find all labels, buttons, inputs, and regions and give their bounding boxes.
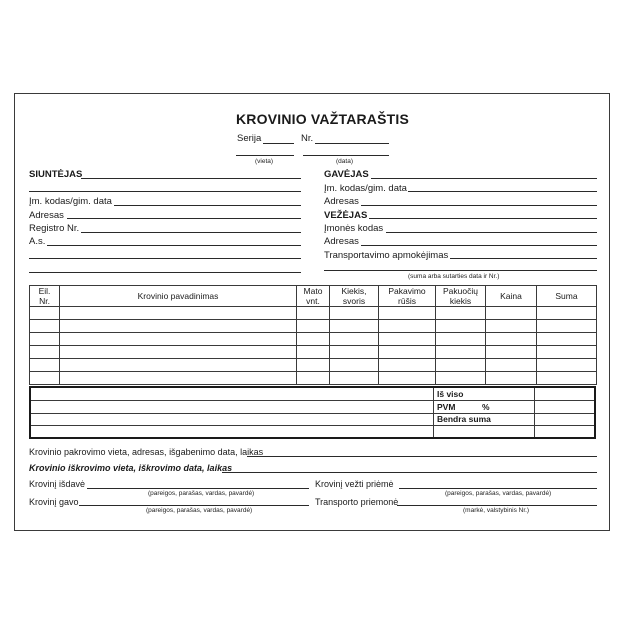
loading-field[interactable] (247, 456, 597, 457)
sender-extra-line-2[interactable] (29, 258, 301, 259)
number-label: Nr. (301, 133, 314, 144)
carrier-accepted-label: Krovinį vežti priėmė (315, 479, 394, 489)
totals-box (29, 386, 596, 439)
table-row[interactable] (30, 372, 597, 385)
col-header-packing (379, 286, 436, 307)
col-header-no-text: Eil. Nr. (38, 286, 51, 306)
sender-register-label: Registro Nr. (29, 223, 80, 234)
table-row[interactable] (30, 307, 597, 320)
loading-label: Krovinio pakrovimo vieta, adresas, išgabenimo data, laikas (29, 447, 264, 457)
table-row[interactable] (30, 333, 597, 346)
carrier-address-field[interactable] (361, 245, 597, 246)
carrier-payment-field[interactable] (450, 258, 597, 259)
issued-field[interactable] (87, 488, 309, 489)
col-header-unit-text: Mato vnt. (303, 286, 323, 306)
sender-account-label: A.s. (29, 236, 46, 247)
goods-table (29, 285, 597, 385)
receiver-code-field[interactable] (408, 191, 597, 192)
received-caption: (pareigos, parašas, vardas, pavardė) (146, 507, 253, 514)
sender-heading: SIUNTĖJAS (29, 169, 83, 180)
table-row[interactable] (30, 359, 597, 372)
waybill-form (14, 93, 610, 531)
col-header-price (486, 286, 537, 307)
number-field[interactable] (315, 143, 389, 144)
col-header-no (30, 286, 60, 307)
series-label: Serija (237, 133, 262, 144)
carrier-payment-field-2[interactable] (324, 270, 597, 271)
received-field[interactable] (79, 505, 309, 506)
col-header-name-text: Krovinio pavadinimas (137, 291, 219, 301)
totals-row-line-2 (31, 413, 594, 414)
carrier-accepted-field[interactable] (399, 488, 597, 489)
carrier-payment-label: Transportavimo apmokėjimas (324, 250, 449, 261)
col-header-packages-text: Pakuočių kiekis (443, 286, 478, 306)
carrier-heading: VEŽĖJAS (324, 210, 368, 221)
col-header-price-text: Kaina (500, 291, 522, 301)
place-field[interactable] (236, 155, 294, 156)
carrier-code-field[interactable] (386, 232, 597, 233)
carrier-accepted-caption: (pareigos, parašas, vardas, pavardė) (445, 490, 552, 497)
vehicle-field[interactable] (397, 505, 597, 506)
totals-row-line-3 (31, 425, 594, 426)
sender-code-field[interactable] (114, 205, 301, 206)
grand-total-label: Bendra suma (437, 414, 491, 424)
goods-table-header (30, 286, 597, 307)
col-header-qty-text: Kiekis, svoris (341, 286, 367, 306)
date-field[interactable] (303, 155, 389, 156)
date-caption: (data) (336, 158, 353, 165)
total-label: Iš viso (437, 389, 464, 399)
vehicle-label: Transporto priemonė (315, 497, 399, 507)
totals-row-line-1 (31, 400, 594, 401)
vat-percent: % (482, 402, 490, 412)
carrier-code-label: Įmonės kodas (324, 223, 384, 234)
receiver-code-label: Įm. kodas/gim. data (324, 183, 407, 194)
vat-label: PVM (437, 402, 456, 412)
unloading-field[interactable] (222, 472, 597, 473)
form-title: KROVINIO VAŽTARAŠTIS (236, 111, 410, 127)
sender-extra-line-3[interactable] (29, 272, 301, 273)
sender-extra-line[interactable] (29, 191, 301, 192)
col-header-packages (436, 286, 486, 307)
sender-register-field[interactable] (81, 232, 301, 233)
vehicle-caption: (markė, valstybinis Nr.) (463, 507, 530, 514)
issued-caption: (pareigos, parašas, vardas, pavardė) (148, 490, 255, 497)
table-row[interactable] (30, 320, 597, 333)
receiver-address-label: Adresas (324, 196, 359, 207)
issued-label: Krovinį išdavė (29, 479, 86, 489)
sender-address-field[interactable] (67, 218, 301, 219)
place-caption: (vieta) (255, 158, 274, 165)
receiver-address-field[interactable] (361, 205, 597, 206)
sender-code-label: Įm. kodas/gim. data (29, 196, 112, 207)
carrier-address-label: Adresas (324, 236, 359, 247)
sender-account-field[interactable] (47, 245, 301, 246)
sender-name-field[interactable] (81, 178, 301, 179)
carrier-payment-caption: (suma arba sutarties data ir Nr.) (408, 273, 500, 280)
col-header-sum (537, 286, 597, 307)
col-header-qty (330, 286, 379, 307)
series-field[interactable] (263, 143, 294, 144)
carrier-name-field[interactable] (369, 218, 597, 219)
sender-address-label: Adresas (29, 210, 64, 221)
unloading-label: Krovinio iškrovimo vieta, iškrovimo data, laikas (29, 463, 233, 473)
col-header-unit (297, 286, 330, 307)
col-header-name (60, 286, 297, 307)
receiver-heading: GAVĖJAS (324, 169, 369, 180)
receiver-name-field[interactable] (371, 178, 597, 179)
table-row[interactable] (30, 346, 597, 359)
col-header-sum-text: Suma (555, 291, 578, 301)
col-header-packing-text: Pakavimo rūšis (388, 286, 426, 306)
received-label: Krovinį gavo (29, 497, 79, 507)
